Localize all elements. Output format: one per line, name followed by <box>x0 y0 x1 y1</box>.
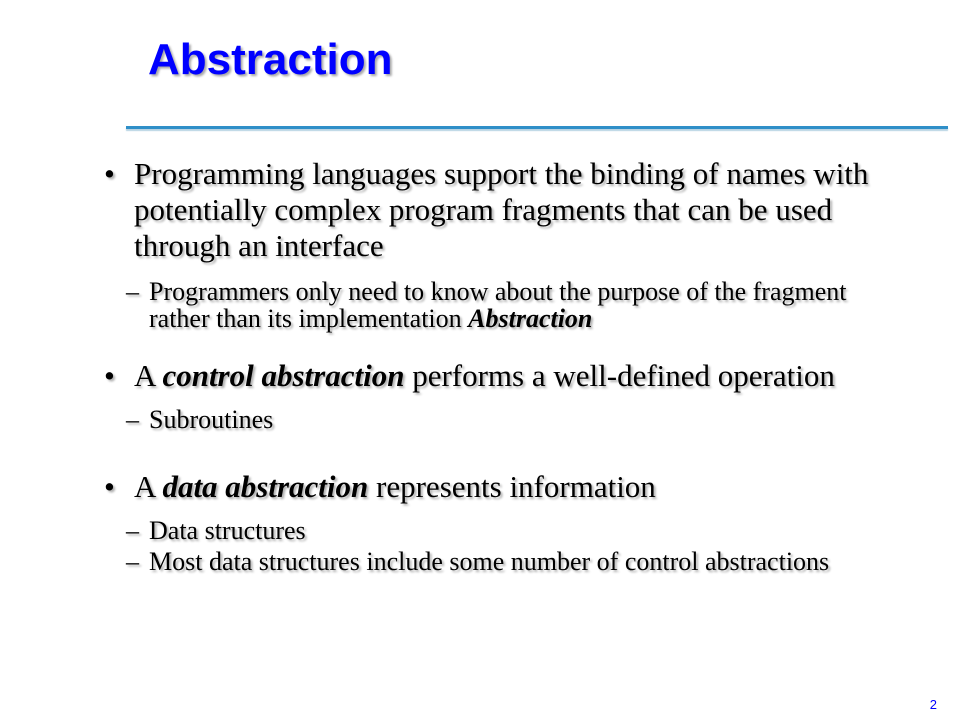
title-underline <box>126 126 948 129</box>
sub-bullet-programmers <box>104 278 904 332</box>
sub-bullet-marker: – <box>126 277 139 306</box>
sub-bullet-marker: – <box>126 405 139 434</box>
slide-content <box>104 156 904 575</box>
sub-bullet-text: Programmers only need to know about the purpose of the fragment rather than its implementation <box>149 277 847 333</box>
sub-bullet-text: Subroutines <box>149 405 274 434</box>
bullet-prefix: A <box>134 358 163 393</box>
slide-title: Abstraction <box>148 35 393 84</box>
sub-bullet-text: Data structures <box>149 516 306 545</box>
bullet-control-abstraction <box>104 358 904 394</box>
bullet-text: Programming languages support the binding of names with potentially complex program fragments that can be used through an interface <box>134 156 869 263</box>
page-number: 2 <box>929 697 937 712</box>
term-data-abstraction: data abstraction <box>162 469 369 504</box>
bullet-data-abstraction <box>104 469 904 505</box>
sub-bullet-marker: – <box>126 516 139 545</box>
sub-bullet-control-abstractions <box>104 548 904 575</box>
sub-bullet-marker: – <box>126 547 139 576</box>
bullet-binding-names <box>104 156 904 264</box>
bullet-prefix: A <box>134 469 163 504</box>
term-control-abstraction: control abstraction <box>162 358 405 393</box>
bullet-marker: • <box>104 358 115 393</box>
bullet-marker: • <box>104 469 115 504</box>
sub-bullet-subroutines <box>104 406 904 433</box>
sub-bullet-data-structures <box>104 517 904 544</box>
bullet-suffix: represents information <box>368 469 656 504</box>
bullet-suffix: performs a well-defined operation <box>404 358 835 393</box>
bullet-marker: • <box>104 156 115 191</box>
emphasis-abstraction: Abstraction <box>468 304 593 333</box>
sub-bullet-text: Most data structures include some number of control abstractions <box>149 547 830 576</box>
